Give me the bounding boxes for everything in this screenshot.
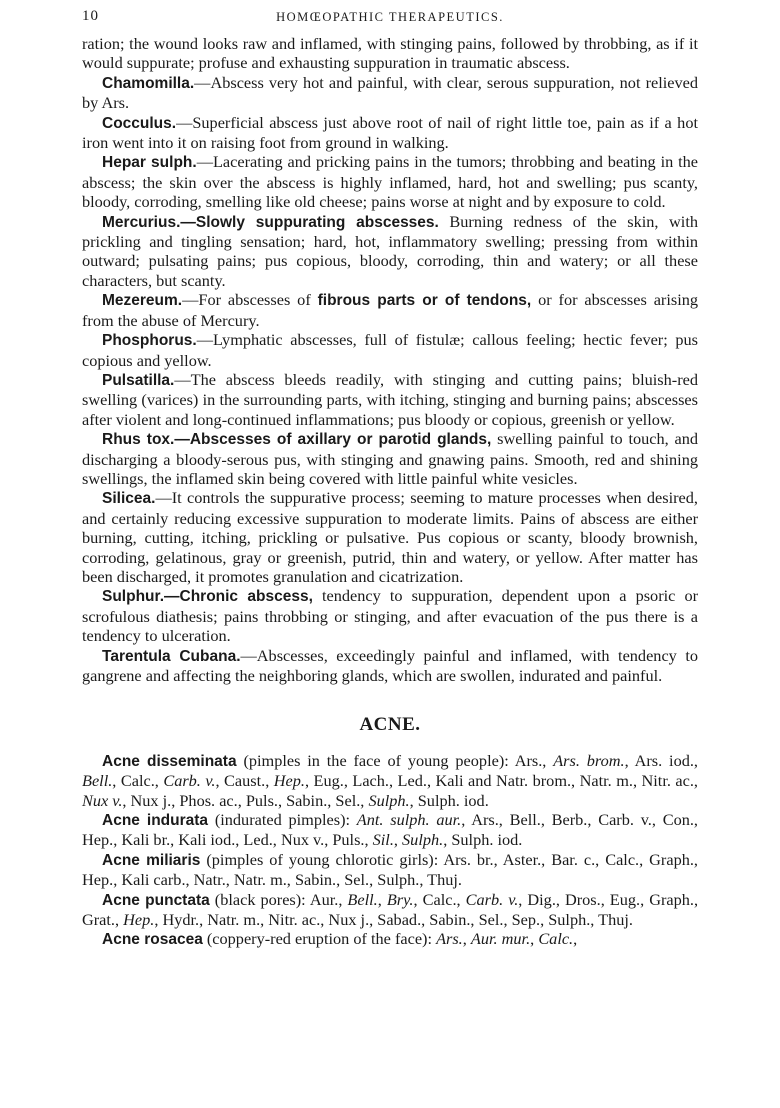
page-header: [82, 8, 698, 34]
remedy-emphasis: —Chronic abscess,: [164, 588, 313, 606]
remedy-paragraph: [82, 488, 698, 586]
remedy-text: or for abscesses arising from the abuse of Mercury.: [82, 290, 699, 330]
remedy-text: —Lacerating and pricking pains in the tumors; throbbing and beating in the abscess; the skin over the abscess is highly inflamed, hard, hot and swelling; pus scanty, bloody, corroding, smelling like old cheese; pains worse at night and by exposure to cold.: [82, 152, 699, 212]
remedy-abbrev-italic: Ars.: [436, 929, 463, 949]
remedy-name: Chamomilla.: [102, 74, 195, 92]
acne-entry-text: (coppery-red eruption of the face):: [202, 929, 437, 949]
acne-entry-text: ,: [530, 929, 539, 949]
acne-entry-text: , Calc.,: [413, 889, 466, 909]
remedy-text: —It controls the suppurative process; seeming to mature processes when desired, and certainly reducing excessive suppuration to moderate limits. Pains of abscess are either burning, cutting, itching, prickling or pulsative. Pus copious or scanty, bloody brownish, corroding, gelatinous, gray or greenish, putrid, thin and watery, or yellow. After matter has been discharged, it promotes granulation and cicatrization.: [82, 488, 698, 586]
acne-entry: [82, 929, 698, 949]
acne-entry: [82, 890, 698, 930]
remedy-emphasis: —Slowly suppurating abscesses.: [180, 213, 439, 231]
remedy-text: —Superficial abscess just above root of nail of right little toe, pain as if a hot iron went into it on raising foot from ground in walking.: [82, 112, 698, 153]
remedy-paragraph: [82, 370, 698, 429]
acne-entry-text: ,: [462, 929, 471, 949]
acne-entry-text: (black pores): Aur.,: [209, 889, 348, 909]
remedy-abbrev-italic: Sulph.: [402, 830, 444, 850]
acne-entry-text: (pimples of young chlorotic girls): Ars. br., Aster., Bar. c., Calc., Graph., Hep., Kali carb., Natr., Natr. m., Sabin., Sel., Sulph., Thuj.: [82, 849, 698, 890]
acne-entry-text: , Ars., Bell., Berb., Carb. v., Con., Hep., Kali br., Kali iod., Led., Nux v., Puls.,: [82, 810, 698, 850]
remedy-name: Pulsatilla.: [102, 371, 175, 389]
remedy-emphasis: fibrous parts or of tendons,: [317, 292, 532, 310]
remedy-name: Phosphorus.: [102, 332, 197, 350]
remedy-abbrev-italic: Nux v.: [82, 790, 123, 810]
remedy-paragraph: [82, 113, 698, 153]
acne-entry: [82, 850, 698, 890]
remedy-list: [82, 73, 698, 686]
acne-entry-text: (pimples in the face of young people): Ars.,: [236, 750, 554, 770]
remedy-text: tendency to suppuration, dependent upon a psoric or scrofulous diathesis; pains throbbing or stinging, and after evacuation of the pus there is a tendency to ulceration.: [82, 586, 699, 646]
remedy-abbrev-italic: Ars. brom.: [553, 750, 625, 770]
remedy-name: Sulphur.: [102, 588, 164, 606]
remedy-abbrev-italic: Carb. v.: [465, 889, 519, 909]
acne-term: Acne punctata: [102, 891, 210, 909]
remedy-paragraph: [82, 290, 698, 330]
acne-entry-text: (indurated pimples):: [208, 810, 357, 830]
remedy-text: —Abscesses, exceedingly painful and inflamed, with tendency to gangrene and affecting the neighboring glands, which are swollen, indurated and painful.: [82, 645, 698, 685]
acne-entry-list: [82, 751, 698, 950]
remedy-text: Burning redness of the skin, with prickling and tingling sensation; hard, hot, inflammatory swelling; pressing from within outward; pulsating pains; pus copious, bloody, corroding, thin and watery; or all these characters, but scanty.: [82, 211, 698, 290]
remedy-abbrev-italic: Aur. mur.: [470, 929, 531, 949]
remedy-paragraph: [82, 73, 698, 113]
remedy-name: Tarentula Cubana.: [102, 647, 241, 665]
acne-term: Acne miliaris: [102, 851, 201, 869]
acne-entry-text: , Ars. iod.,: [624, 750, 699, 770]
remedy-abbrev-italic: Carb. v.: [163, 771, 216, 791]
acne-entry-text: , Caust.,: [215, 771, 274, 791]
remedy-name: Rhus tox.: [102, 431, 175, 449]
remedy-abbrev-italic: Bry.: [386, 889, 414, 909]
remedy-abbrev-italic: Bell.: [82, 771, 113, 791]
continued-paragraph: ration; the wound looks raw and inflamed, with stinging pains, followed by throbbing, as if it would suppurate; profuse and exhausting suppuration in traumatic abscess.: [82, 34, 698, 73]
remedy-text: swelling painful to touch, and discharging a bloody-serous pus, with stinging and gnawing pains. Smooth, red and shining swellings, the inflamed skin being covered with little painful white vesicles.: [82, 429, 698, 488]
remedy-name: Hepar sulph.: [102, 154, 197, 172]
remedy-abbrev-italic: Ant. sulph. aur.: [356, 810, 462, 830]
remedy-name: Mercurius.: [102, 213, 181, 231]
remedy-paragraph: [82, 152, 698, 211]
remedy-name: Cocculus.: [102, 114, 177, 132]
remedy-text: —Lymphatic abscesses, full of fistulæ; callous feeling; hectic fever; pus copious and yellow.: [82, 330, 698, 370]
remedy-abbrev-italic: Bell.: [347, 889, 378, 909]
remedy-paragraph: [82, 212, 698, 291]
acne-entry-text: , Nux j., Phos. ac., Puls., Sabin., Sel.,: [122, 790, 369, 810]
remedy-abbrev-italic: Sil.: [372, 830, 394, 850]
remedy-abbrev-italic: Hep.: [123, 910, 155, 930]
remedy-abbrev-italic: Calc.: [538, 929, 574, 949]
remedy-emphasis: —Abscesses of axillary or parotid glands,: [174, 431, 492, 449]
remedy-name: Mezereum.: [102, 292, 183, 310]
remedy-abbrev-italic: Sulph.: [368, 790, 410, 810]
remedy-abbrev-italic: Hep.: [273, 771, 305, 791]
acne-term: Acne disseminata: [102, 752, 237, 770]
remedy-paragraph: [82, 330, 698, 370]
remedy-text: —The abscess bleeds readily, with stinging and cutting pains; bluish-red swelling (varices) in the surrounding parts, with itching, stinging and burning pains; abscesses after violent and long-continued inflammations; pus bloody or copious, greenish or yellow.: [82, 369, 698, 429]
acne-entry: [82, 751, 698, 810]
acne-entry-text: , Eug., Lach., Led., Kali and Natr. brom., Natr. m., Nitr. ac.,: [304, 771, 698, 791]
acne-entry-text: ,: [573, 929, 578, 949]
section-heading-acne: ACNE.: [359, 714, 421, 736]
acne-entry-text: , Sulph. iod.: [409, 790, 489, 810]
remedy-paragraph: [82, 586, 698, 645]
page-body: [82, 34, 698, 950]
remedy-text: —Abscess very hot and painful, with clear, serous suppuration, not relieved by Ars.: [82, 72, 698, 113]
acne-entry-text: , Hydr., Natr. m., Nitr. ac., Nux j., Sabad., Sabin., Sel., Sep., Sulph., Thuj.: [154, 910, 633, 930]
acne-entry-text: , Sulph. iod.: [443, 830, 523, 850]
acne-entry: [82, 810, 698, 850]
acne-entry-text: ,: [393, 830, 403, 850]
remedy-name: Silicea.: [102, 490, 156, 508]
acne-term: Acne rosacea: [102, 931, 203, 949]
page-number: 10: [82, 8, 99, 24]
running-title: HOMŒOPATHIC THERAPEUTICS.: [276, 10, 504, 24]
remedy-text: —For abscesses of: [182, 290, 318, 310]
remedy-paragraph: [82, 646, 698, 686]
acne-entry-text: , Dig., Dros., Eug., Graph., Grat.,: [82, 889, 699, 930]
acne-entry-text: ,: [377, 889, 387, 909]
acne-term: Acne indurata: [102, 812, 209, 830]
remedy-paragraph: [82, 429, 698, 488]
acne-entry-text: , Calc.,: [112, 771, 164, 791]
